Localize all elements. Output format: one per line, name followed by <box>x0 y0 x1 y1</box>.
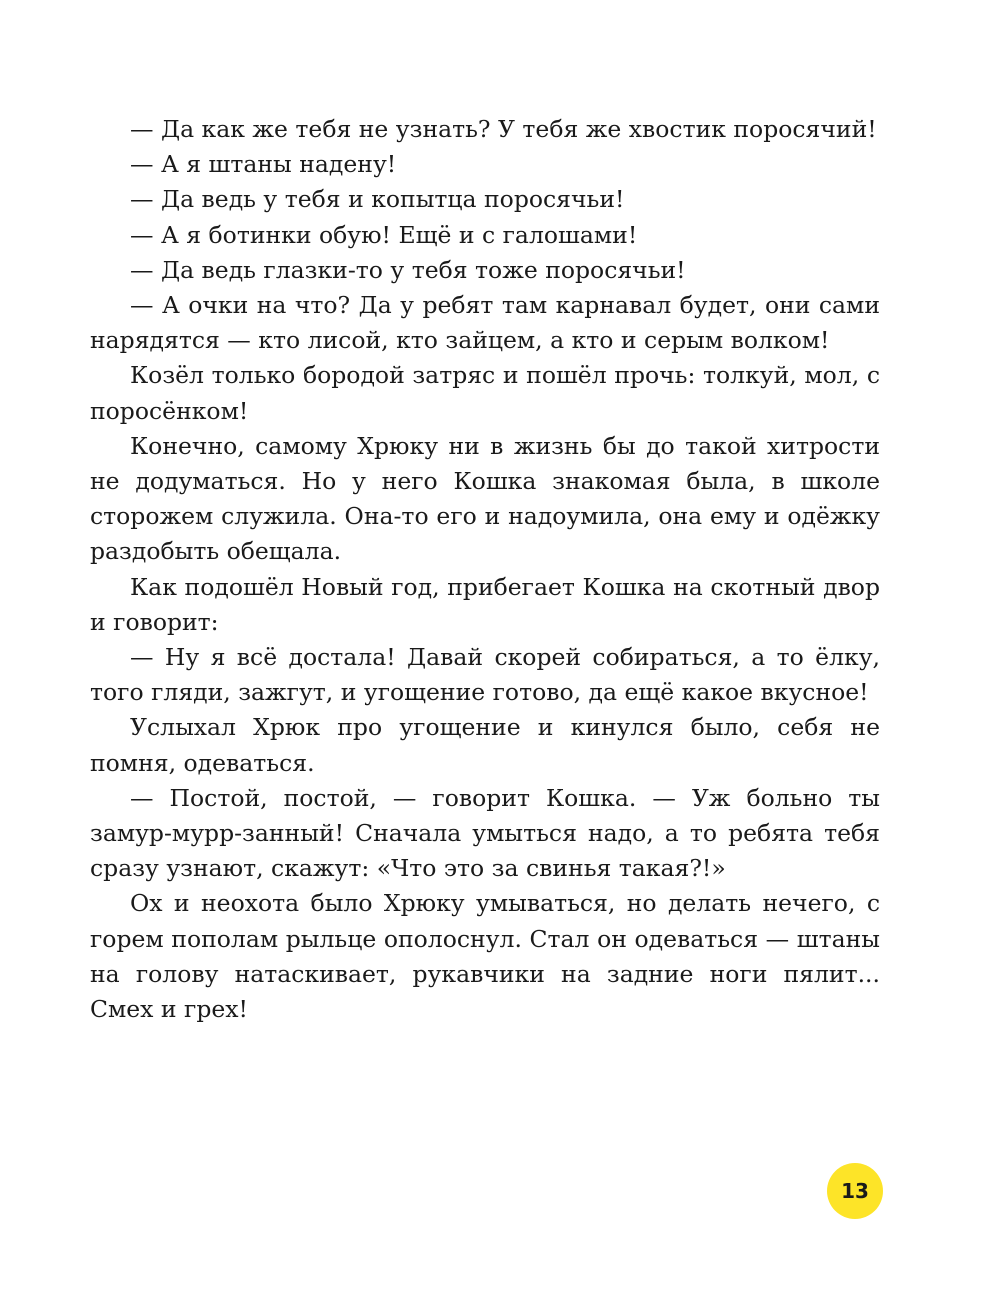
paragraph: — А я ботинки обую! Ещё и с галошами! <box>130 220 638 249</box>
paragraph: — Да как же тебя не узнать? У тебя же хвостик поросячий! <box>130 115 877 143</box>
page-number-badge <box>827 1163 883 1219</box>
paragraph: — Да ведь глазки-то у тебя тоже поросячьи! <box>130 255 686 284</box>
paragraph: — Да ведь у тебя и копытца поросячьи! <box>130 185 625 214</box>
paragraph: Услыхал Хрюк про угощение и кинулся было, себя не помня, одеваться. <box>90 713 880 777</box>
paragraph: — А я штаны надену! <box>130 150 397 179</box>
paragraph: Конечно, самому Хрюку ни в жизнь бы до такой хитрости не додуматься. Но у него Кошка знакомая была, в школе сторожем служила. Она-то его и надоумила, она ему и одёжку раздобыть обещала. <box>90 431 880 566</box>
page-text <box>90 112 880 1027</box>
page-number: 13 <box>841 1179 869 1203</box>
paragraph: Как подошёл Новый год, прибегает Кошка на скотный двор и говорит: <box>90 572 880 636</box>
paragraph: Козёл только бородой затряс и пошёл прочь: толкуй, мол, с поросёнком! <box>90 361 880 425</box>
paragraph: — Ну я всё достала! Давай скорей собираться, а то ёлку, того гляди, зажгут, и угощение готово, да ещё какое вкусное! <box>90 643 880 707</box>
paragraph: — А очки на что? Да у ребят там карнавал будет, они сами нарядятся — кто лисой, кто зайцем, а кто и серым волком! <box>90 291 880 355</box>
paragraph: Ох и неохота было Хрюку умываться, но делать нечего, с горем пополам рыльце ополоснул. Стал он одеваться — штаны на голову натаскивает, рукавчики на задние ноги пялит... Смех и грех! <box>90 889 880 1024</box>
paragraph: — Постой, постой, — говорит Кошка. — Уж больно ты замур-мурр-занный! Сначала умыться надо, а то ребята тебя сразу узнают, скажут: «Что это за свинья такая?!» <box>90 783 880 883</box>
